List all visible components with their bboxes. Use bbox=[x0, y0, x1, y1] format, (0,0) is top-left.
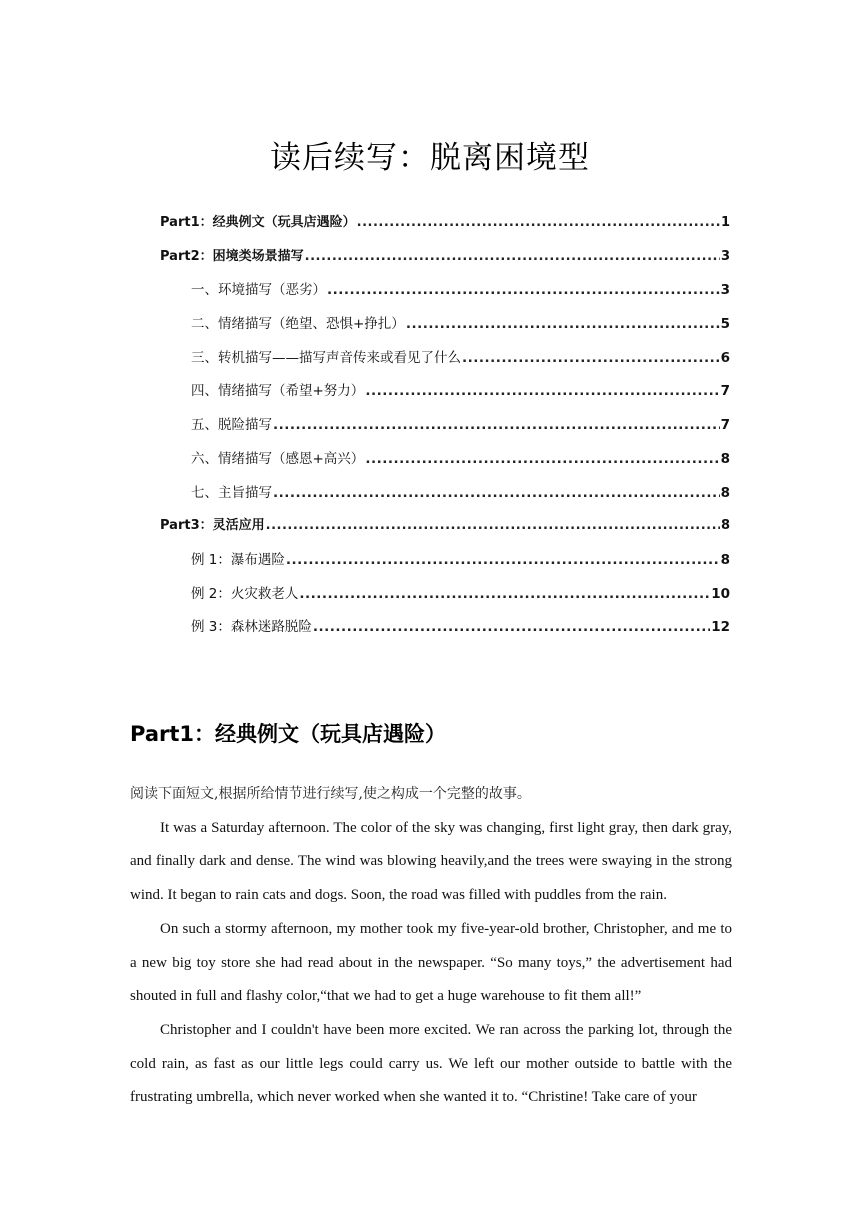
toc-entry-page: 8 bbox=[720, 484, 730, 501]
toc-entry[interactable] bbox=[160, 615, 730, 649]
toc-entry[interactable] bbox=[160, 548, 730, 582]
toc-entry-label: 二、情绪描写（绝望、恐惧+挣扎） bbox=[191, 316, 405, 333]
document-title: 读后续写：脱离困境型 bbox=[270, 140, 590, 176]
toc-entry-page: 10 bbox=[711, 585, 730, 602]
toc-entry[interactable] bbox=[160, 447, 730, 481]
toc-entry-page: 7 bbox=[720, 417, 730, 434]
toc-entry-label: 五、脱险描写 bbox=[191, 417, 272, 434]
toc-entry-label: Part3：灵活应用 bbox=[160, 518, 265, 534]
toc-entry[interactable] bbox=[160, 379, 730, 413]
toc-leader-dots bbox=[273, 417, 720, 433]
story-paragraph: Christopher and I couldn't have been more excited. We ran across the parking lot, through the cold rain, as fast as our little legs could carry us. We left our mother outside to battle with the frustrating umbrella, which never worked when she wanted it to. “Christine! Take care of your bbox=[130, 1021, 732, 1106]
section-heading: Part1：经典例文（玩具店遇险） bbox=[130, 722, 447, 746]
toc-entry-page: 3 bbox=[720, 282, 730, 299]
toc-entry-page: 1 bbox=[720, 215, 730, 230]
toc-entry-label: 三、转机描写——描写声音传来或看见了什么 bbox=[191, 349, 461, 366]
toc-leader-dots bbox=[286, 552, 720, 568]
toc-entry-page: 8 bbox=[720, 450, 730, 467]
toc-entry[interactable] bbox=[160, 312, 730, 346]
toc-entry-page: 12 bbox=[711, 619, 730, 636]
toc-entry-label: 例 2：火灾救老人 bbox=[191, 585, 299, 602]
story-paragraph: On such a stormy afternoon, my mother took my five-year-old brother, Christopher, and me to a new big toy store she had read about in the newspaper. “So many toys,” the advertisement had shouted in full and flashy color,“that we had to get a huge warehouse to fit them all!” bbox=[130, 920, 732, 1005]
toc-entry-page: 6 bbox=[720, 349, 730, 366]
toc-leader-dots bbox=[327, 282, 720, 298]
table-of-contents bbox=[160, 211, 730, 649]
toc-leader-dots bbox=[365, 451, 719, 467]
toc-leader-dots bbox=[462, 350, 720, 366]
toc-leader-dots bbox=[273, 485, 720, 501]
toc-entry[interactable] bbox=[160, 481, 730, 515]
toc-leader-dots bbox=[299, 586, 710, 602]
toc-leader-dots bbox=[357, 215, 720, 230]
toc-leader-dots bbox=[305, 249, 720, 264]
toc-entry-label: 例 1：瀑布遇险 bbox=[191, 551, 285, 568]
toc-leader-dots bbox=[313, 619, 710, 635]
toc-entry[interactable] bbox=[160, 211, 730, 245]
toc-entry-label: 七、主旨描写 bbox=[191, 484, 272, 501]
toc-entry[interactable] bbox=[160, 582, 730, 616]
toc-entry-page: 8 bbox=[720, 518, 730, 534]
task-instruction: 阅读下面短文,根据所给情节进行续写,使之构成一个完整的故事。 bbox=[130, 786, 531, 802]
section-body bbox=[130, 778, 732, 1115]
toc-entry-label: 四、情绪描写（希望+努力） bbox=[191, 383, 365, 400]
toc-entry[interactable] bbox=[160, 413, 730, 447]
toc-entry[interactable] bbox=[160, 346, 730, 380]
toc-entry-label: Part2：困境类场景描写 bbox=[160, 248, 304, 264]
toc-entry-label: Part1：经典例文（玩具店遇险） bbox=[160, 215, 356, 230]
toc-entry-label: 一、环境描写（恶劣） bbox=[191, 282, 326, 299]
story-paragraph: It was a Saturday afternoon. The color of the sky was changing, first light gray, then dark gray, and finally dark and dense. The wind was blowing heavily,and the trees were swaying in the strong wind. It began to rain cats and dogs. Soon, the road was filled with puddles from the rain. bbox=[130, 819, 732, 904]
toc-entry-page: 5 bbox=[720, 316, 730, 333]
toc-entry-label: 六、情绪描写（感恩+高兴） bbox=[191, 450, 365, 467]
toc-entry-page: 8 bbox=[720, 551, 730, 568]
toc-entry-page: 7 bbox=[720, 383, 730, 400]
toc-entry[interactable] bbox=[160, 278, 730, 312]
toc-leader-dots bbox=[406, 316, 720, 332]
toc-leader-dots bbox=[266, 518, 720, 533]
toc-entry-label: 例 3：森林迷路脱险 bbox=[191, 619, 312, 636]
toc-entry[interactable] bbox=[160, 514, 730, 548]
toc-leader-dots bbox=[365, 383, 719, 399]
toc-entry-page: 3 bbox=[720, 248, 730, 264]
toc-entry[interactable] bbox=[160, 245, 730, 279]
